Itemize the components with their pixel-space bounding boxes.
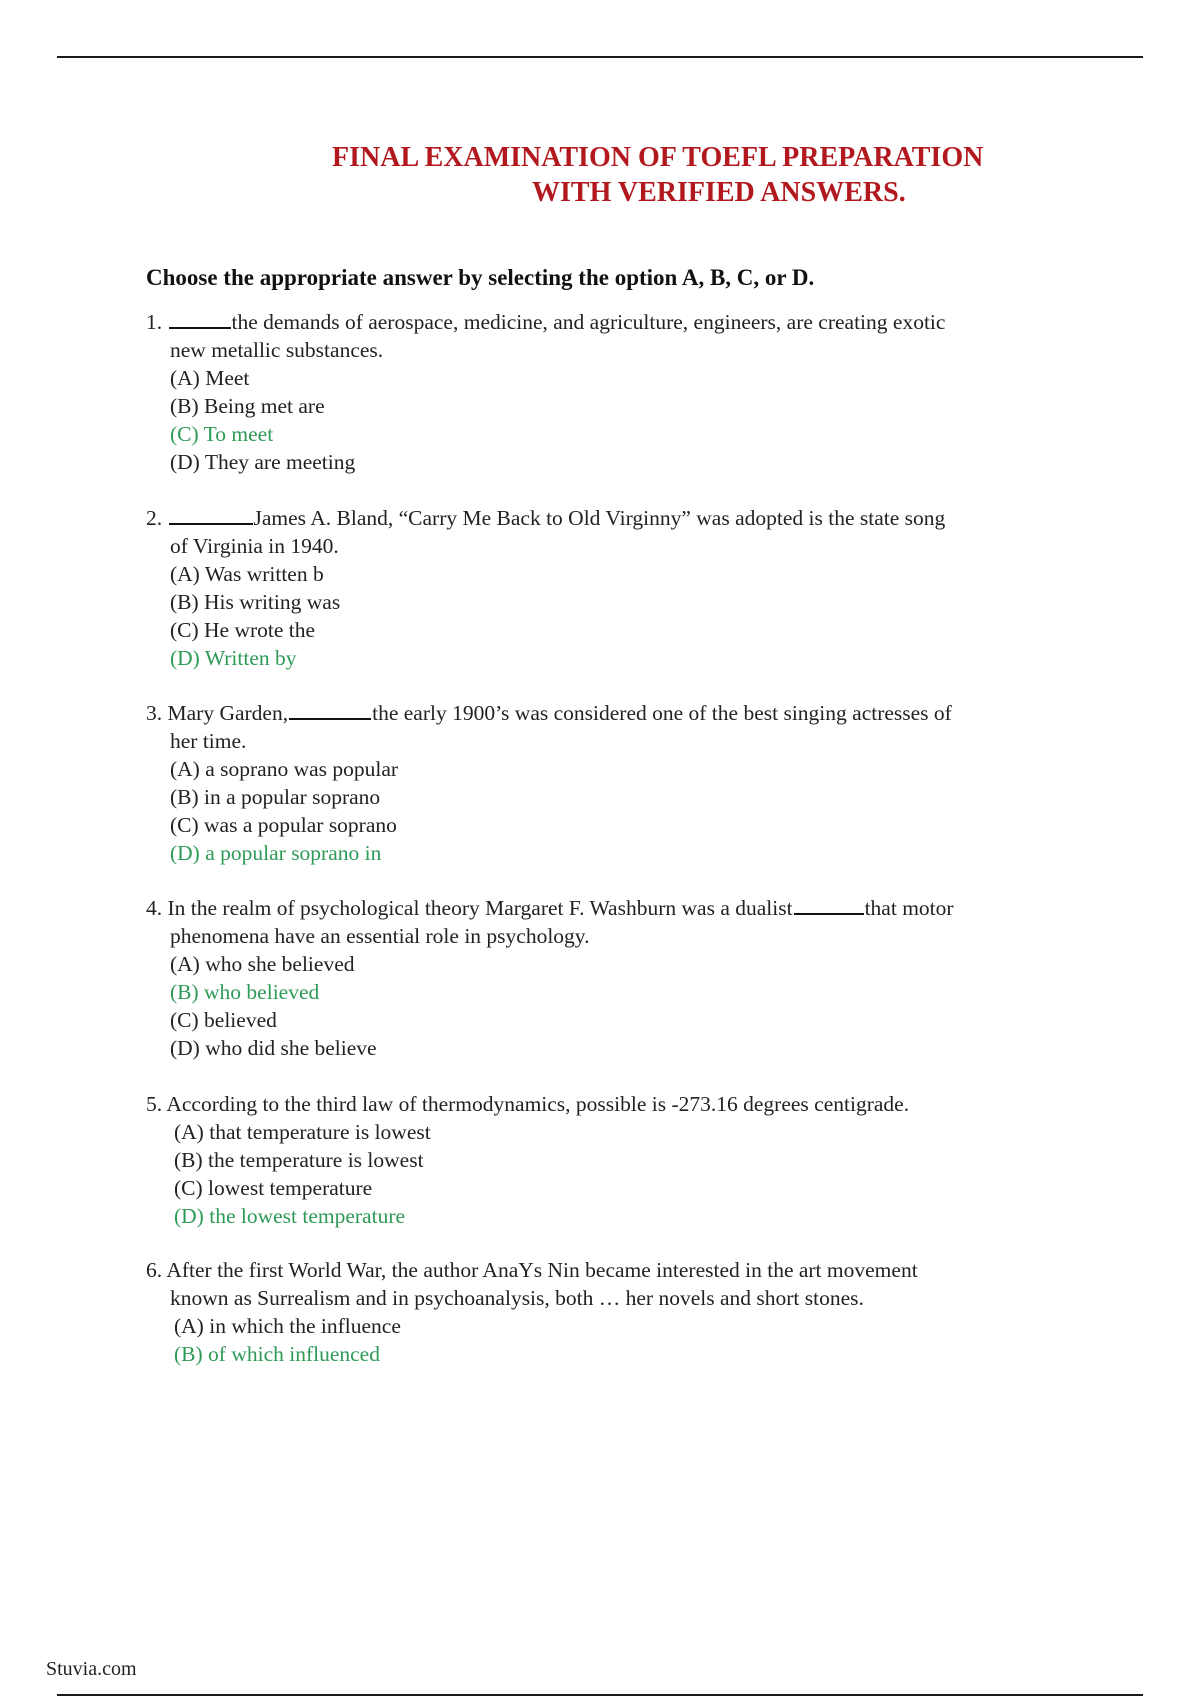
question-number: 1. <box>146 310 163 334</box>
answer-blank <box>169 504 253 525</box>
option-c[interactable]: (C) He wrote the <box>170 618 316 642</box>
question-text: According to the third law of thermodynamics, possible is -273.16 degrees centigrade. <box>166 1092 910 1116</box>
option-c[interactable]: (C) lowest temperature <box>174 1176 373 1200</box>
question-text-continued: of Virginia in 1940. <box>170 534 339 558</box>
question-number: 6. <box>146 1258 163 1282</box>
answer-options <box>146 1118 1066 1230</box>
footer-source: Stuvia.com <box>46 1658 137 1680</box>
question-number: 2. <box>146 506 163 530</box>
option-d[interactable]: (D) who did she believe <box>170 1036 377 1060</box>
question-stem <box>146 504 1066 532</box>
question-stem <box>146 1090 1066 1118</box>
footer-rule <box>57 1694 1143 1696</box>
option-c-correct[interactable]: (C) To meet <box>170 422 274 446</box>
question-stem <box>146 1256 1066 1284</box>
answer-blank <box>169 308 231 329</box>
question-text: James A. Bland, “Carry Me Back to Old Virginny” was adopted is the state song <box>253 506 946 530</box>
option-a[interactable]: (A) a soprano was popular <box>170 757 399 781</box>
question-stem <box>146 699 1066 727</box>
answer-options <box>146 755 1066 867</box>
question-4 <box>146 894 1066 1062</box>
question-number: 4. <box>146 896 163 920</box>
option-a[interactable]: (A) in which the influence <box>174 1314 401 1338</box>
question-text-continued: new metallic substances. <box>170 338 384 362</box>
header-rule <box>57 56 1143 58</box>
option-a[interactable]: (A) Meet <box>170 366 250 390</box>
question-stem <box>146 308 1066 336</box>
question-text-after-blank: the early 1900’s was considered one of the best singing actresses of <box>372 701 952 725</box>
option-a[interactable]: (A) that temperature is lowest <box>174 1120 431 1144</box>
question-text: In the realm of psychological theory Margaret F. Washburn was a dualist <box>167 896 793 920</box>
question-1 <box>146 308 1066 476</box>
question-text-continued: her time. <box>170 729 247 753</box>
option-b[interactable]: (B) His writing was <box>170 590 341 614</box>
question-text-continued: known as Surrealism and in psychoanalysis, both … her novels and short stones. <box>170 1286 864 1310</box>
option-d[interactable]: (D) They are meeting <box>170 450 356 474</box>
option-b[interactable]: (B) the temperature is lowest <box>174 1148 424 1172</box>
answer-blank <box>794 894 864 915</box>
option-c[interactable]: (C) was a popular soprano <box>170 813 397 837</box>
question-5 <box>146 1090 1066 1230</box>
question-number: 5. <box>146 1092 163 1116</box>
answer-options <box>146 950 1066 1062</box>
option-a[interactable]: (A) Was written b <box>170 562 324 586</box>
option-d-correct[interactable]: (D) the lowest temperature <box>174 1204 406 1228</box>
answer-options <box>146 1312 1066 1368</box>
question-stem <box>146 894 1066 922</box>
option-b[interactable]: (B) Being met are <box>170 394 325 418</box>
option-d-correct[interactable]: (D) Written by <box>170 646 297 670</box>
option-d-correct[interactable]: (D) a popular soprano in <box>170 841 382 865</box>
option-b-correct[interactable]: (B) of which influenced <box>174 1342 380 1366</box>
question-6 <box>146 1256 1066 1368</box>
question-2 <box>146 504 1066 672</box>
answer-options <box>146 560 1066 672</box>
question-text: After the first World War, the author AnaYs Nin became interested in the art movement <box>166 1258 918 1282</box>
question-3 <box>146 699 1066 867</box>
option-b[interactable]: (B) in a popular soprano <box>170 785 381 809</box>
answer-blank <box>289 699 371 720</box>
instructions: Choose the appropriate answer by selecting the option A, B, C, or D. <box>146 265 815 290</box>
question-text-after-blank: that motor <box>864 896 954 920</box>
option-a[interactable]: (A) who she believed <box>170 952 355 976</box>
answer-options <box>146 364 1066 476</box>
question-text-continued: phenomena have an essential role in psychology. <box>170 924 590 948</box>
question-number: 3. <box>146 701 163 725</box>
option-b-correct[interactable]: (B) who believed <box>170 980 320 1004</box>
title-line-1: FINAL EXAMINATION OF TOEFL PREPARATION <box>332 142 984 173</box>
question-text: Mary Garden, <box>167 701 289 725</box>
question-text: the demands of aerospace, medicine, and agriculture, engineers, are creating exotic <box>231 310 946 334</box>
option-c[interactable]: (C) believed <box>170 1008 277 1032</box>
title-line-2: WITH VERIFIED ANSWERS. <box>532 177 906 208</box>
